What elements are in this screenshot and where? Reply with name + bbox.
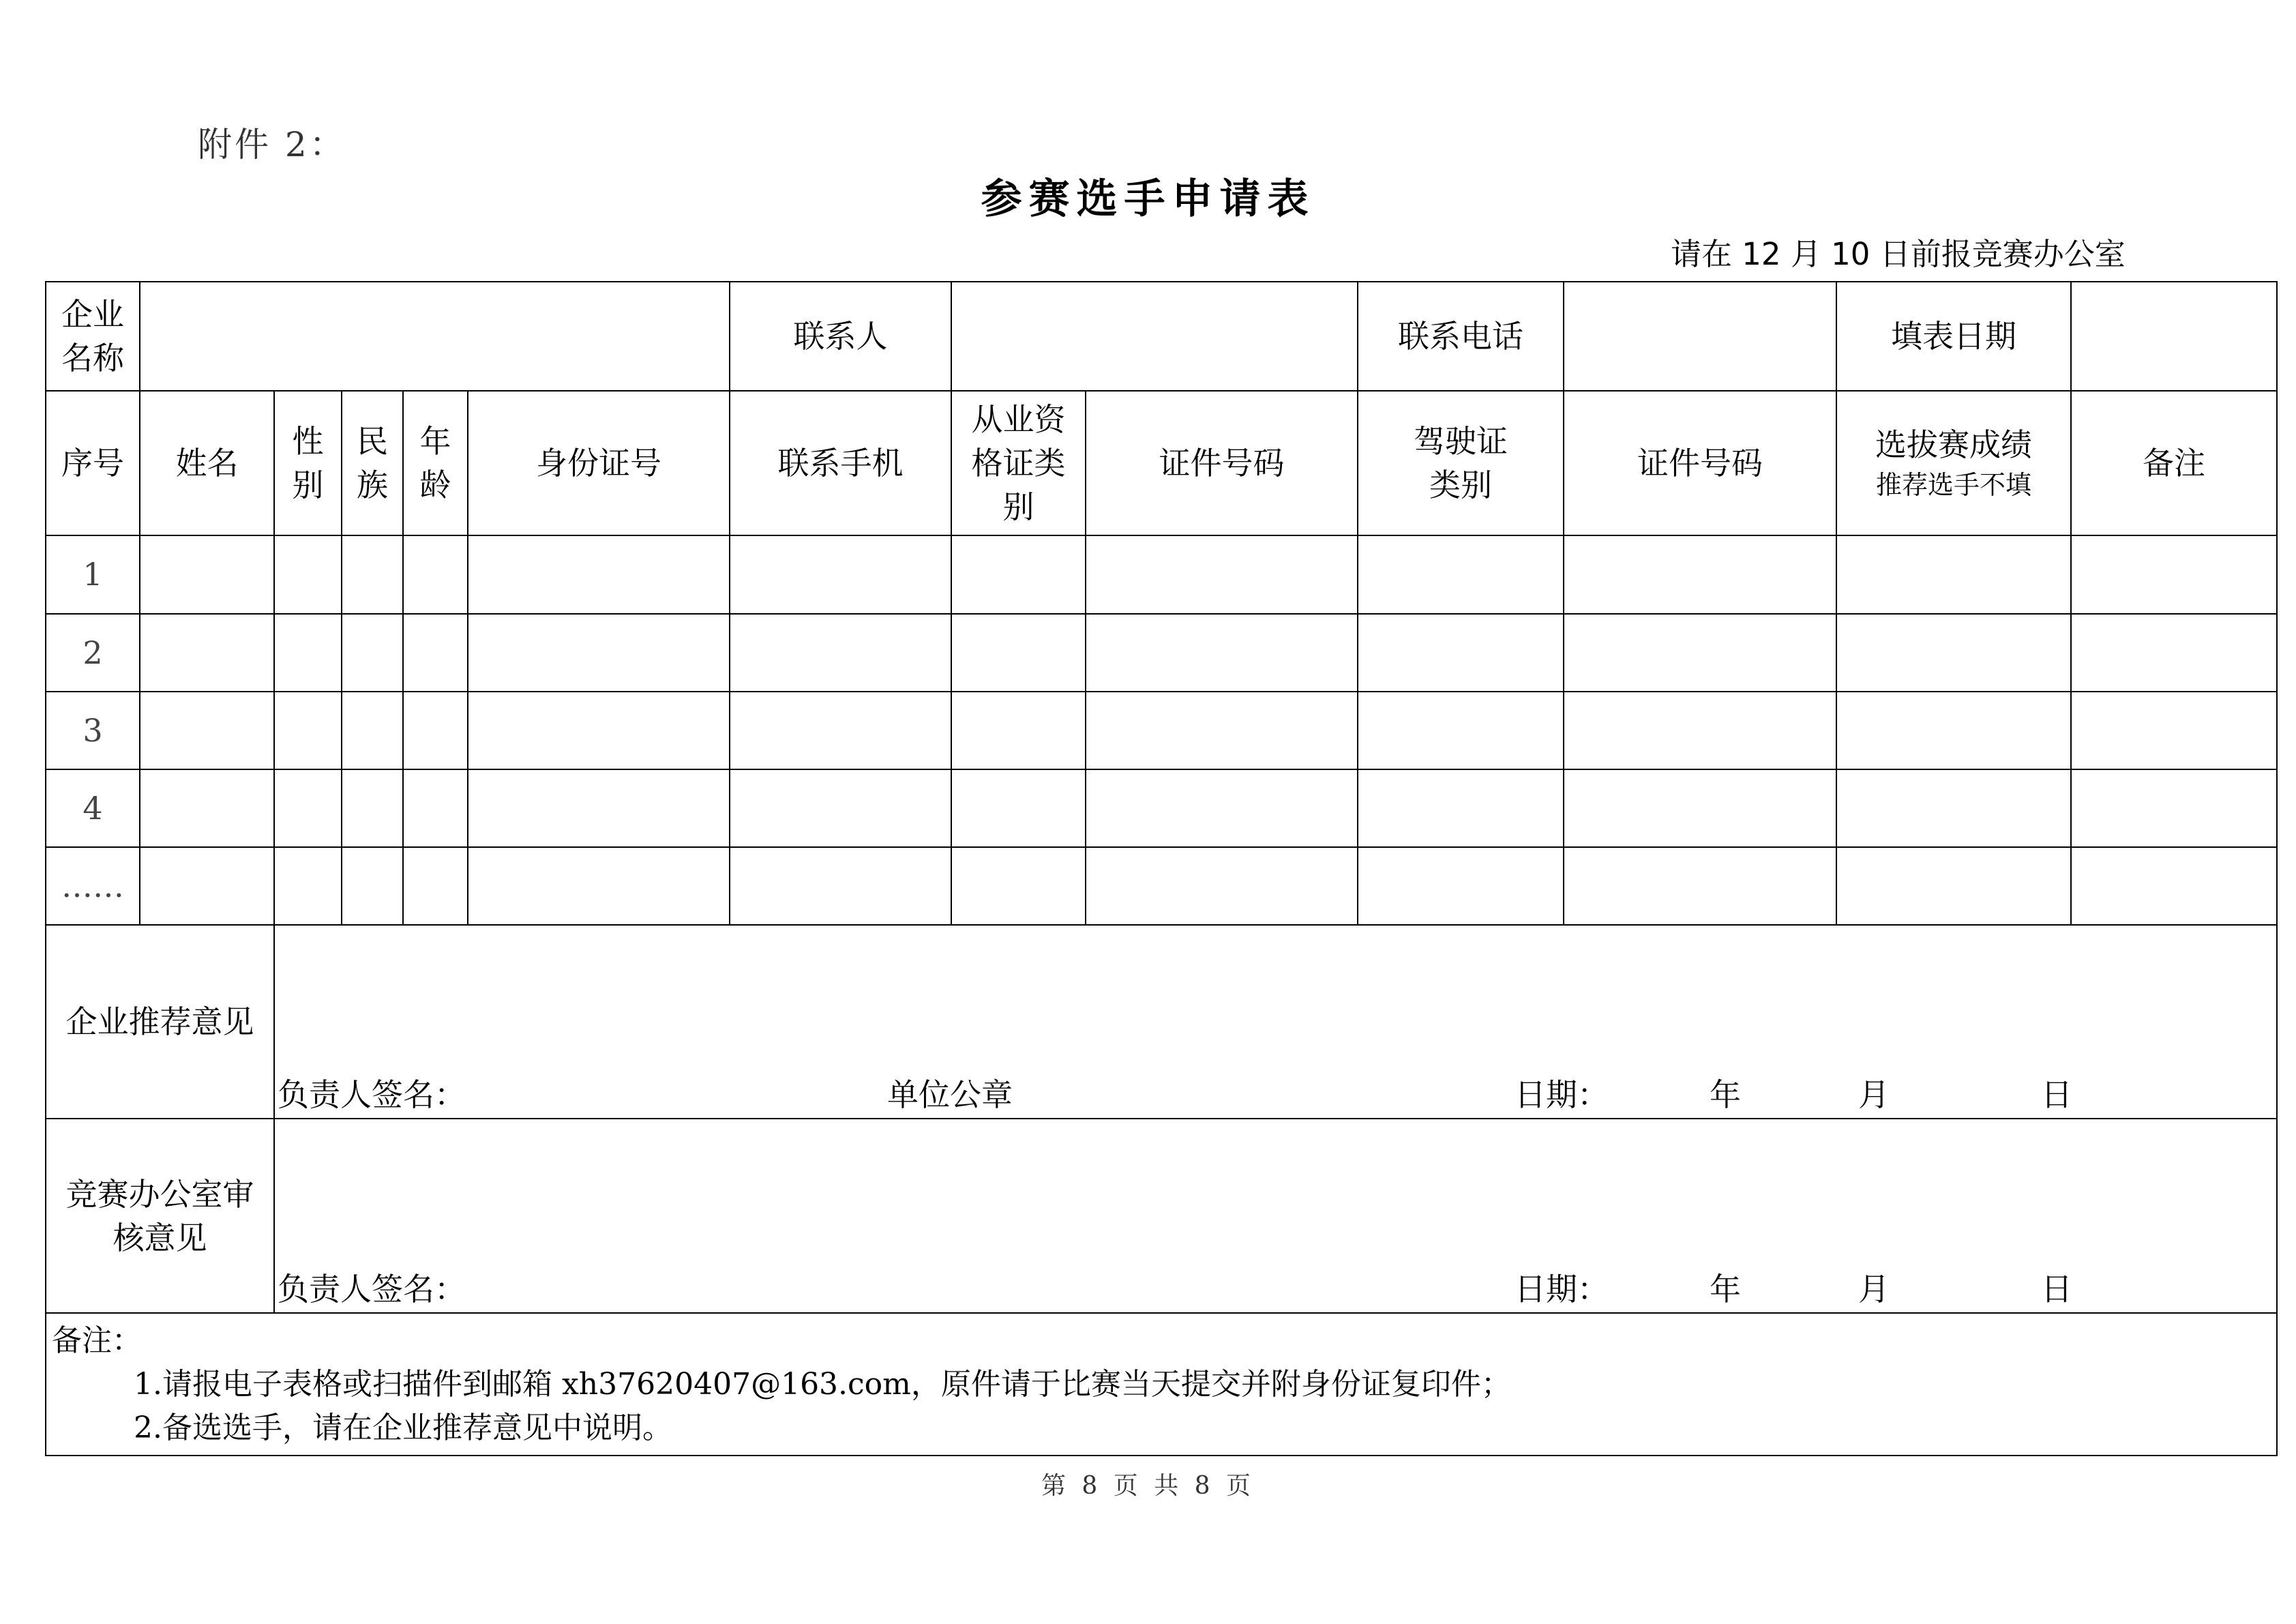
mobile-cell[interactable] xyxy=(730,692,951,769)
row-seq: 2 xyxy=(46,614,140,692)
col-selection-score xyxy=(1836,391,2071,535)
gender-cell[interactable] xyxy=(274,535,342,613)
row-seq: 4 xyxy=(46,769,140,847)
age-cell[interactable] xyxy=(403,769,468,847)
table-row xyxy=(46,769,2277,847)
id-number-cell[interactable] xyxy=(468,692,730,769)
name-cell[interactable] xyxy=(140,769,274,847)
table-row xyxy=(46,614,2277,692)
mobile-cell[interactable] xyxy=(730,535,951,613)
remarks-cell[interactable] xyxy=(2071,692,2277,769)
col-gender: 性别 xyxy=(274,391,342,535)
license-type-cell[interactable] xyxy=(1358,614,1564,692)
selection-score-note: 推荐选手不填 xyxy=(1876,470,2032,501)
date-label: 日期： xyxy=(1515,1076,1609,1114)
company-name-field[interactable] xyxy=(140,282,730,391)
selection-score-cell[interactable] xyxy=(1836,769,2071,847)
year-label: 年 xyxy=(1710,1270,1741,1308)
cert-number-cell[interactable] xyxy=(1086,614,1358,692)
fill-date-field[interactable] xyxy=(2071,282,2277,391)
day-label: 日 xyxy=(2041,1076,2072,1114)
month-label: 月 xyxy=(1858,1076,1890,1114)
company-info-row xyxy=(46,282,2277,391)
age-cell[interactable] xyxy=(403,692,468,769)
year-label: 年 xyxy=(1710,1076,1741,1114)
col-id-number: 身份证号 xyxy=(468,391,730,535)
row-seq: …… xyxy=(46,847,140,925)
signature-label: 负责人签名： xyxy=(278,1270,466,1308)
license-type-cell[interactable] xyxy=(1358,692,1564,769)
age-cell[interactable] xyxy=(403,535,468,613)
name-cell[interactable] xyxy=(140,614,274,692)
contact-phone-field[interactable] xyxy=(1564,282,1836,391)
col-mobile: 联系手机 xyxy=(730,391,951,535)
remarks-cell[interactable] xyxy=(2071,769,2277,847)
qualification-cert-cell[interactable] xyxy=(951,692,1086,769)
notes-title: 备注： xyxy=(52,1323,142,1358)
cert-number-cell[interactable] xyxy=(1086,847,1358,925)
col-age: 年龄 xyxy=(403,391,468,535)
cert-number-cell[interactable] xyxy=(1086,535,1358,613)
col-remarks: 备注 xyxy=(2071,391,2277,535)
qualification-cert-cell[interactable] xyxy=(951,614,1086,692)
note-item: 2.备选选手，请在企业推荐意见中说明。 xyxy=(134,1410,672,1445)
id-number-cell[interactable] xyxy=(468,614,730,692)
selection-score-cell[interactable] xyxy=(1836,692,2071,769)
qualification-cert-cell[interactable] xyxy=(951,847,1086,925)
row-seq: 1 xyxy=(46,535,140,613)
deadline-note: 请在 12 月 10 日前报竞赛办公室 xyxy=(1671,236,2126,272)
note-item: 1.请报电子表格或扫描件到邮箱 xh37620407@163.com，原件请于比赛当天提交并附身份证复印件； xyxy=(134,1366,1511,1402)
month-label: 月 xyxy=(1858,1270,1890,1308)
seal-label: 单位公章 xyxy=(887,1076,1013,1114)
col-license-number: 证件号码 xyxy=(1564,391,1836,535)
contact-person-field[interactable] xyxy=(951,282,1358,391)
col-ethnicity: 民族 xyxy=(342,391,403,535)
mobile-cell[interactable] xyxy=(730,614,951,692)
mobile-cell[interactable] xyxy=(730,847,951,925)
cert-number-cell[interactable] xyxy=(1086,769,1358,847)
selection-score-cell[interactable] xyxy=(1836,614,2071,692)
company-opinion-row xyxy=(46,925,2277,1119)
col-qualification-cert: 从业资格证类别 xyxy=(951,391,1086,535)
company-opinion-label: 企业推荐意见 xyxy=(46,925,274,1119)
row-seq: 3 xyxy=(46,692,140,769)
form-title: 参赛选手申请表 xyxy=(981,175,1315,223)
company-opinion-signature-line xyxy=(275,1073,2276,1117)
name-cell[interactable] xyxy=(140,535,274,613)
selection-score-cell[interactable] xyxy=(1836,535,2071,613)
col-seq: 序号 xyxy=(46,391,140,535)
notes-row xyxy=(46,1313,2277,1456)
license-number-cell[interactable] xyxy=(1564,535,1836,613)
gender-cell[interactable] xyxy=(274,692,342,769)
table-row xyxy=(46,535,2277,613)
ethnicity-cell[interactable] xyxy=(342,692,403,769)
license-number-cell[interactable] xyxy=(1564,614,1836,692)
name-cell[interactable] xyxy=(140,847,274,925)
qualification-cert-cell[interactable] xyxy=(951,769,1086,847)
fill-date-label: 填表日期 xyxy=(1836,282,2071,391)
date-label: 日期： xyxy=(1515,1270,1609,1308)
col-cert-number: 证件号码 xyxy=(1086,391,1358,535)
id-number-cell[interactable] xyxy=(468,535,730,613)
license-type-cell[interactable] xyxy=(1358,769,1564,847)
col-license-type: 驾驶证类别 xyxy=(1358,391,1564,535)
selection-score-label: 选拔赛成绩 xyxy=(1875,426,2033,464)
office-opinion-row xyxy=(46,1119,2277,1312)
gender-cell[interactable] xyxy=(274,614,342,692)
ethnicity-cell[interactable] xyxy=(342,614,403,692)
office-opinion-label: 竞赛办公室审核意见 xyxy=(46,1119,274,1312)
gender-cell[interactable] xyxy=(274,847,342,925)
age-cell[interactable] xyxy=(403,614,468,692)
license-type-cell[interactable] xyxy=(1358,535,1564,613)
notes-cell xyxy=(46,1313,2277,1456)
contact-person-label: 联系人 xyxy=(730,282,951,391)
license-type-cell[interactable] xyxy=(1358,847,1564,925)
application-form-table xyxy=(45,281,2278,1456)
ethnicity-cell[interactable] xyxy=(342,769,403,847)
company-name-label: 企业名称 xyxy=(46,282,140,391)
signature-label: 负责人签名： xyxy=(278,1076,466,1114)
age-cell[interactable] xyxy=(403,847,468,925)
table-row xyxy=(46,692,2277,769)
page-number: 第 8 页 共 8 页 xyxy=(1041,1472,1255,1500)
license-number-cell[interactable] xyxy=(1564,847,1836,925)
ethnicity-cell[interactable] xyxy=(342,847,403,925)
license-number-cell[interactable] xyxy=(1564,692,1836,769)
contact-phone-label: 联系电话 xyxy=(1358,282,1564,391)
ethnicity-cell[interactable] xyxy=(342,535,403,613)
cert-number-cell[interactable] xyxy=(1086,692,1358,769)
office-opinion-field[interactable] xyxy=(274,1119,2277,1312)
mobile-cell[interactable] xyxy=(730,769,951,847)
license-number-cell[interactable] xyxy=(1564,769,1836,847)
attachment-label: 附件 2： xyxy=(198,125,346,164)
col-name: 姓名 xyxy=(140,391,274,535)
remarks-cell[interactable] xyxy=(2071,847,2277,925)
name-cell[interactable] xyxy=(140,692,274,769)
gender-cell[interactable] xyxy=(274,769,342,847)
selection-score-cell[interactable] xyxy=(1836,847,2071,925)
company-opinion-field[interactable] xyxy=(274,925,2277,1119)
id-number-cell[interactable] xyxy=(468,847,730,925)
remarks-cell[interactable] xyxy=(2071,614,2277,692)
day-label: 日 xyxy=(2041,1270,2072,1308)
id-number-cell[interactable] xyxy=(468,769,730,847)
office-opinion-signature-line xyxy=(275,1267,2276,1311)
column-header-row xyxy=(46,391,2277,535)
remarks-cell[interactable] xyxy=(2071,535,2277,613)
qualification-cert-cell[interactable] xyxy=(951,535,1086,613)
table-row xyxy=(46,847,2277,925)
